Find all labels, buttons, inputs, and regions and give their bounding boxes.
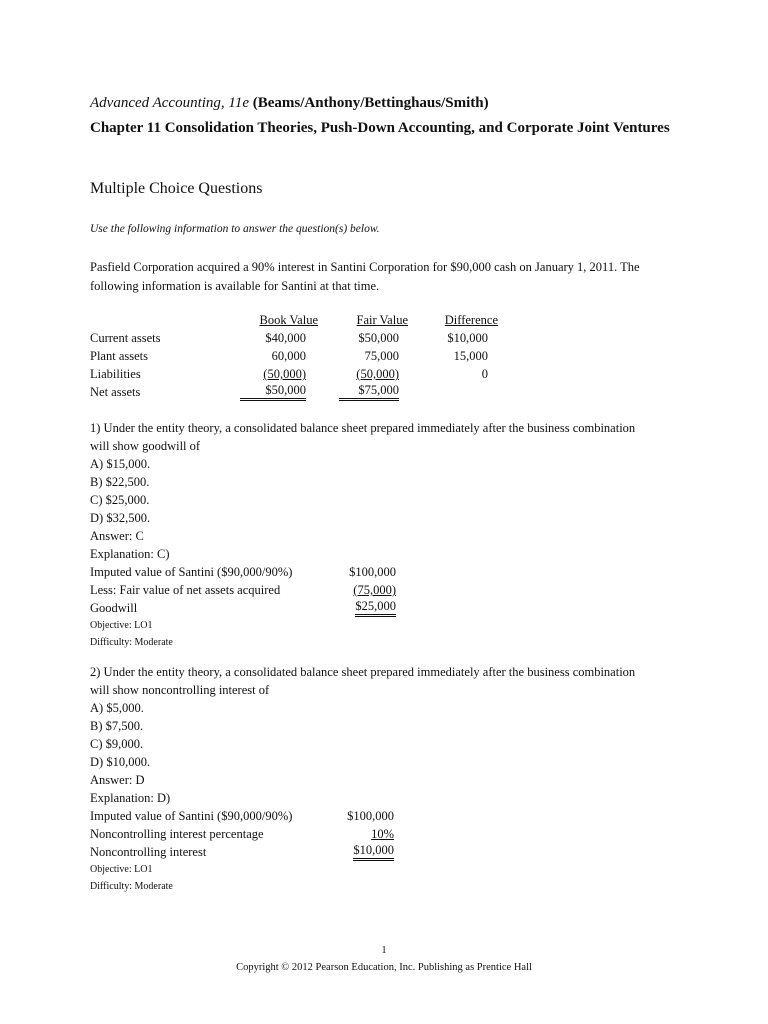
page-number: 1	[381, 945, 387, 956]
cell-fair: $50,000	[358, 331, 399, 345]
calc-row	[90, 581, 650, 599]
table-row	[90, 329, 510, 347]
table-row	[90, 383, 510, 401]
cell-diff: $10,000	[447, 331, 488, 345]
instruction-text: Use the following information to answer the question(s) below.	[90, 223, 380, 235]
calc-label: Goodwill	[90, 601, 138, 615]
difficulty: Difficulty: Moderate	[90, 881, 173, 892]
option-c: C) $25,000.	[90, 493, 150, 507]
table-header-row	[90, 311, 510, 329]
calc-value: (75,000)	[353, 583, 396, 597]
calc-row	[90, 599, 650, 617]
santini-info-table	[90, 311, 510, 401]
row-label: Plant assets	[90, 349, 148, 363]
calc-row	[90, 563, 650, 581]
table-row	[90, 347, 510, 365]
intro-paragraph: Pasfield Corporation acquired a 90% interest in Santini Corporation for $90,000 cash on January 1, 2011. The following information is available for Santini at that time.	[90, 260, 640, 293]
option-a: A) $5,000.	[90, 701, 144, 715]
cell-fair: (50,000)	[356, 367, 399, 381]
calc-row	[90, 807, 650, 825]
chapter-title: Chapter 11 Consolidation Theories, Push-Down Accounting, and Corporate Joint Ventures	[90, 120, 670, 136]
cell-book: 60,000	[271, 349, 306, 363]
book-authors: (Beams/Anthony/Bettinghaus/Smith)	[248, 95, 489, 111]
option-d: D) $10,000.	[90, 755, 151, 769]
calc-value: $100,000	[347, 809, 394, 823]
row-label: Liabilities	[90, 367, 141, 381]
option-b: B) $22,500.	[90, 475, 150, 489]
objective: Objective: LO1	[90, 620, 153, 631]
book-title: Advanced Accounting, 11e	[90, 95, 249, 111]
cell-book: (50,000)	[263, 367, 306, 381]
question-1	[90, 419, 650, 651]
section-title: Multiple Choice Questions	[90, 180, 263, 197]
cell-book: $50,000	[240, 383, 306, 401]
objective: Objective: LO1	[90, 864, 153, 875]
option-a: A) $15,000.	[90, 457, 151, 471]
book-title-line	[90, 95, 489, 112]
question-2	[90, 663, 650, 895]
calc-label: Noncontrolling interest	[90, 845, 207, 859]
col-header-diff: Difference	[444, 313, 498, 327]
explanation: Explanation: D)	[90, 791, 171, 805]
cell-fair: $75,000	[339, 383, 399, 401]
calc-label: Imputed value of Santini ($90,000/90%)	[90, 565, 293, 579]
option-c: C) $9,000.	[90, 737, 144, 751]
option-d: D) $32,500.	[90, 511, 151, 525]
answer: Answer: D	[90, 773, 145, 787]
calc-label: Less: Fair value of net assets acquired	[90, 583, 281, 597]
answer: Answer: C	[90, 529, 144, 543]
copyright: Copyright © 2012 Pearson Education, Inc. Publishing as Prentice Hall	[236, 962, 532, 973]
question-text: 2) Under the entity theory, a consolidated balance sheet prepared immediately after the business combination will show noncontrolling interest of	[90, 665, 636, 697]
calc-value: $10,000	[353, 843, 394, 861]
cell-book: $40,000	[265, 331, 306, 345]
calc-label: Noncontrolling interest percentage	[90, 827, 264, 841]
cell-fair: 75,000	[364, 349, 399, 363]
row-label: Net assets	[90, 385, 141, 399]
row-label: Current assets	[90, 331, 161, 345]
calc-row	[90, 843, 650, 861]
explanation: Explanation: C)	[90, 547, 170, 561]
question-text: 1) Under the entity theory, a consolidated balance sheet prepared immediately after the business combination will show goodwill of	[90, 421, 636, 453]
difficulty: Difficulty: Moderate	[90, 637, 173, 648]
col-header-book: Book Value	[259, 313, 318, 327]
calc-value: $25,000	[355, 599, 396, 617]
calc-value: 10%	[371, 827, 394, 841]
table-row	[90, 365, 510, 383]
col-header-fair: Fair Value	[356, 313, 408, 327]
calc-value: $100,000	[349, 565, 396, 579]
cell-diff: 15,000	[453, 349, 488, 363]
option-b: B) $7,500.	[90, 719, 144, 733]
cell-diff: 0	[481, 367, 488, 381]
calc-label: Imputed value of Santini ($90,000/90%)	[90, 809, 293, 823]
calc-row	[90, 825, 650, 843]
